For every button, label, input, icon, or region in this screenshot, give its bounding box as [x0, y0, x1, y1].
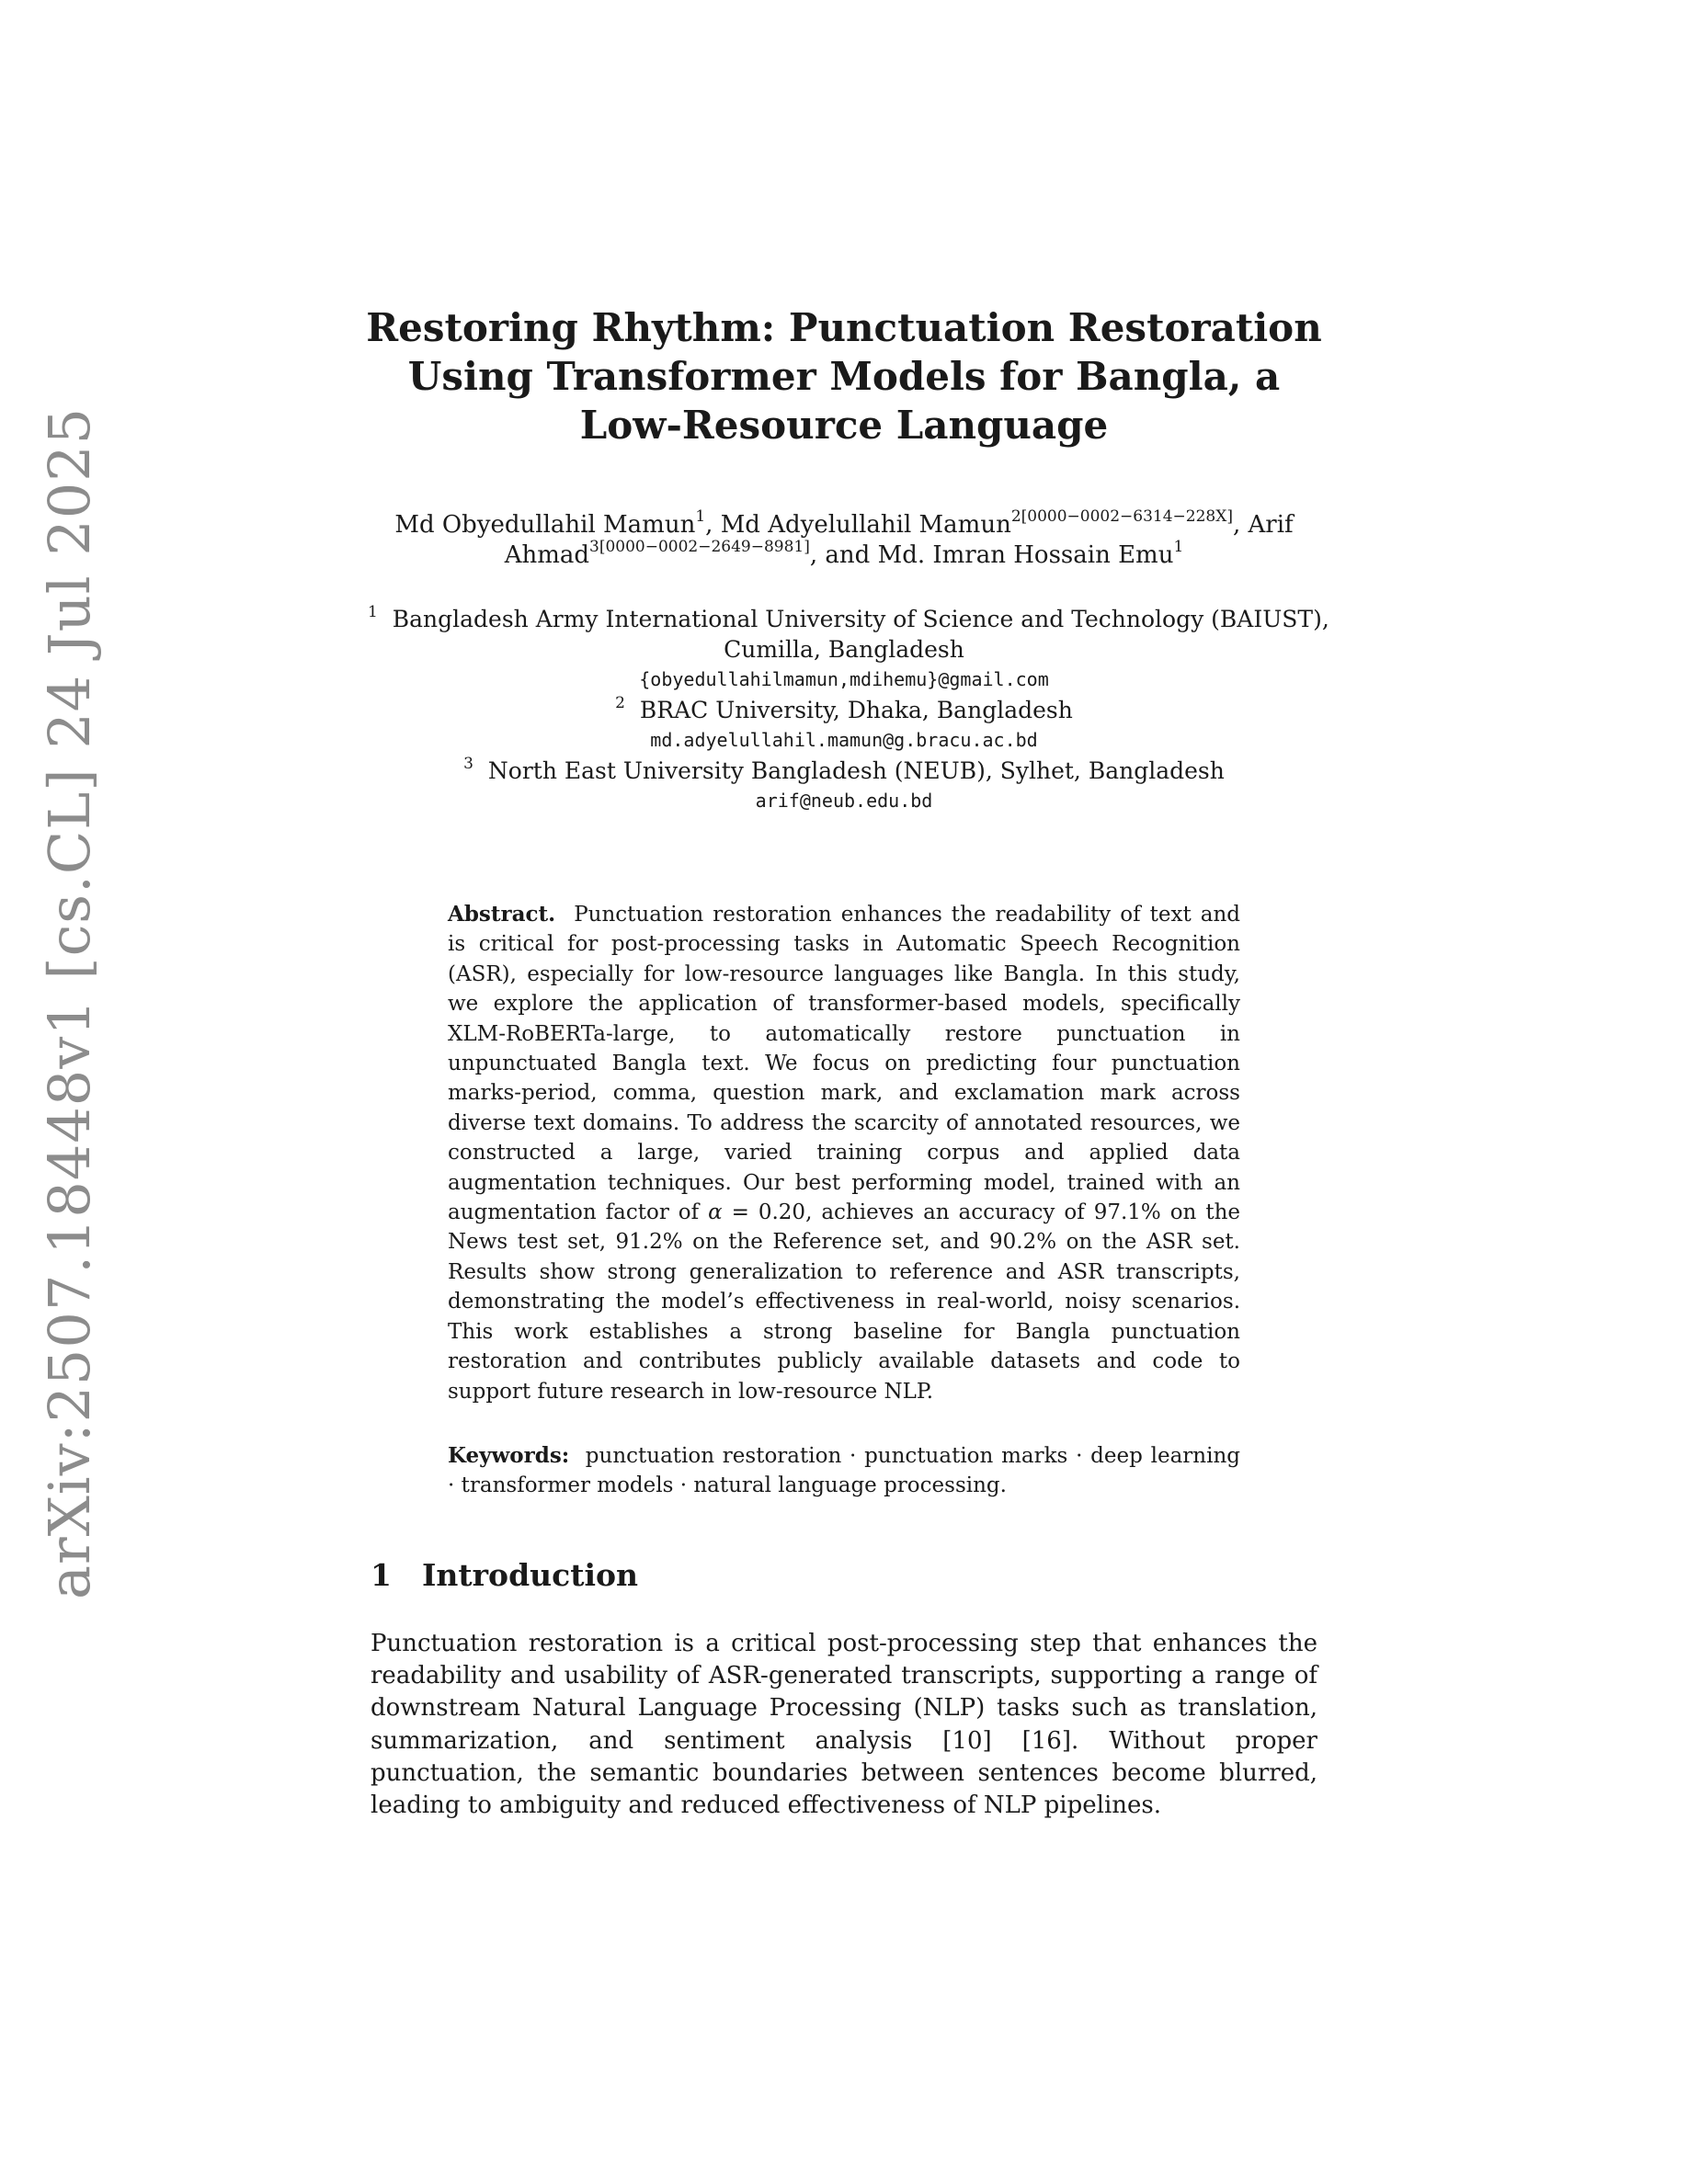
affiliation-email[interactable]: md.adyelullahil.mamun@g.bracu.ac.bd — [650, 729, 1038, 751]
affiliation-line — [368, 756, 1320, 786]
title-line: Restoring Rhythm: Punctuation Restoration — [366, 305, 1322, 350]
affiliation-text: North East University Bangladesh (NEUB), Sylhet, Bangladesh — [487, 757, 1225, 784]
affil-mark: 3 — [463, 754, 473, 773]
author-affil-mark: 1 — [1173, 538, 1184, 557]
author-orcid-mark: 2[0000−0002−6314−228X] — [1010, 507, 1233, 527]
affil-mark: 1 — [368, 602, 378, 621]
affiliation-line — [368, 695, 1320, 725]
author-name: Md Obyedullahil Mamun — [394, 511, 696, 539]
abstract-label: Abstract. — [448, 902, 556, 927]
intro-paragraph: Punctuation restoration is a critical post-processing step that enhances the readability and usability of ASR-generated transcripts, supporting a range of downstream Natural Language Processing (NLP) tasks such as translation, summarization, and sentiment analysis [10] [16]. Without proper punctuation, the semantic boundaries between sentences become blurred, leading to ambiguity and reduced effectiveness of NLP pipelines. — [371, 1630, 1317, 1820]
keywords-text: punctuation restoration · punctuation marks · deep learning · transformer models · natural language processing. — [448, 1444, 1240, 1498]
title-line: Using Transformer Models for Bangla, a — [407, 354, 1281, 399]
affiliation-text: BRAC University, Dhaka, Bangladesh — [639, 697, 1073, 723]
author-orcid-mark: 3[0000−0002−2649−8981] — [589, 538, 810, 557]
affiliation-line — [368, 602, 1329, 634]
author-affil-mark: 1 — [695, 507, 706, 527]
author-name: Md. Imran Hossain Emu — [877, 541, 1174, 569]
author-line — [331, 507, 1357, 540]
author-list — [331, 507, 1357, 571]
affiliation-email[interactable]: {obyedullahilmamun,mdihemu}@gmail.com — [639, 668, 1049, 690]
arxiv-side-stamp: arXiv:2507.18448v1 [cs.CL] 24 Jul 2025 — [36, 406, 103, 1599]
abstract — [448, 900, 1240, 1406]
keywords — [448, 1441, 1240, 1501]
section-title: Introduction — [422, 1557, 639, 1593]
affiliation-text: Bangladesh Army International University of Science and Technology (BAIUST), — [392, 606, 1329, 632]
title-line: Low-Resource Language — [579, 403, 1109, 448]
affiliation-email[interactable]: arif@neub.edu.bd — [755, 790, 933, 812]
section-number: 1 — [371, 1557, 392, 1593]
author-separator: , Arif — [1232, 511, 1294, 539]
affiliation-line: Cumilla, Bangladesh — [724, 636, 964, 663]
section-heading — [371, 1557, 638, 1593]
alpha-symbol: α — [708, 1200, 723, 1225]
keywords-label: Keywords: — [448, 1443, 570, 1468]
author-name: Md Adyelullahil Mamun — [720, 511, 1011, 539]
affiliations — [368, 602, 1329, 816]
author-separator: , — [705, 511, 721, 539]
abstract-text: = 0.20, achieves an accuracy of 97.1% on the News test set, 91.2% on the Reference set, and 90.2% on the ASR set. Results show strong generalization to reference and ASR transcripts, demonstrating the model’s effectiveness in real-world, noisy scenarios. This work establishes a strong baseline for Bangla punctuation restoration and contributes publicly available datasets and code to support future research in low-resource NLP. — [448, 1200, 1240, 1404]
author-line — [331, 540, 1357, 571]
author-separator: , and — [809, 541, 878, 569]
affil-mark: 2 — [615, 693, 625, 712]
paper-title — [322, 303, 1366, 449]
abstract-text: Punctuation restoration enhances the readability of text and is critical for post-processing tasks in Automatic Speech Recognition (ASR), especially for low-resource languages like Bangla. In this study, we explore the application of transformer-based models, specifically XLM-RoBERTa-large, to automatically restore punctuation in unpunctuated Bangla text. We focus on predicting four punctuation marks-period, comma, question mark, and exclamation mark across diverse text domains. To address the scarcity of annotated resources, we constructed a large, varied training corpus and applied data augmentation techniques. Our best performing model, trained with an augmentation factor of — [448, 903, 1240, 1225]
author-name: Ahmad — [504, 541, 590, 569]
